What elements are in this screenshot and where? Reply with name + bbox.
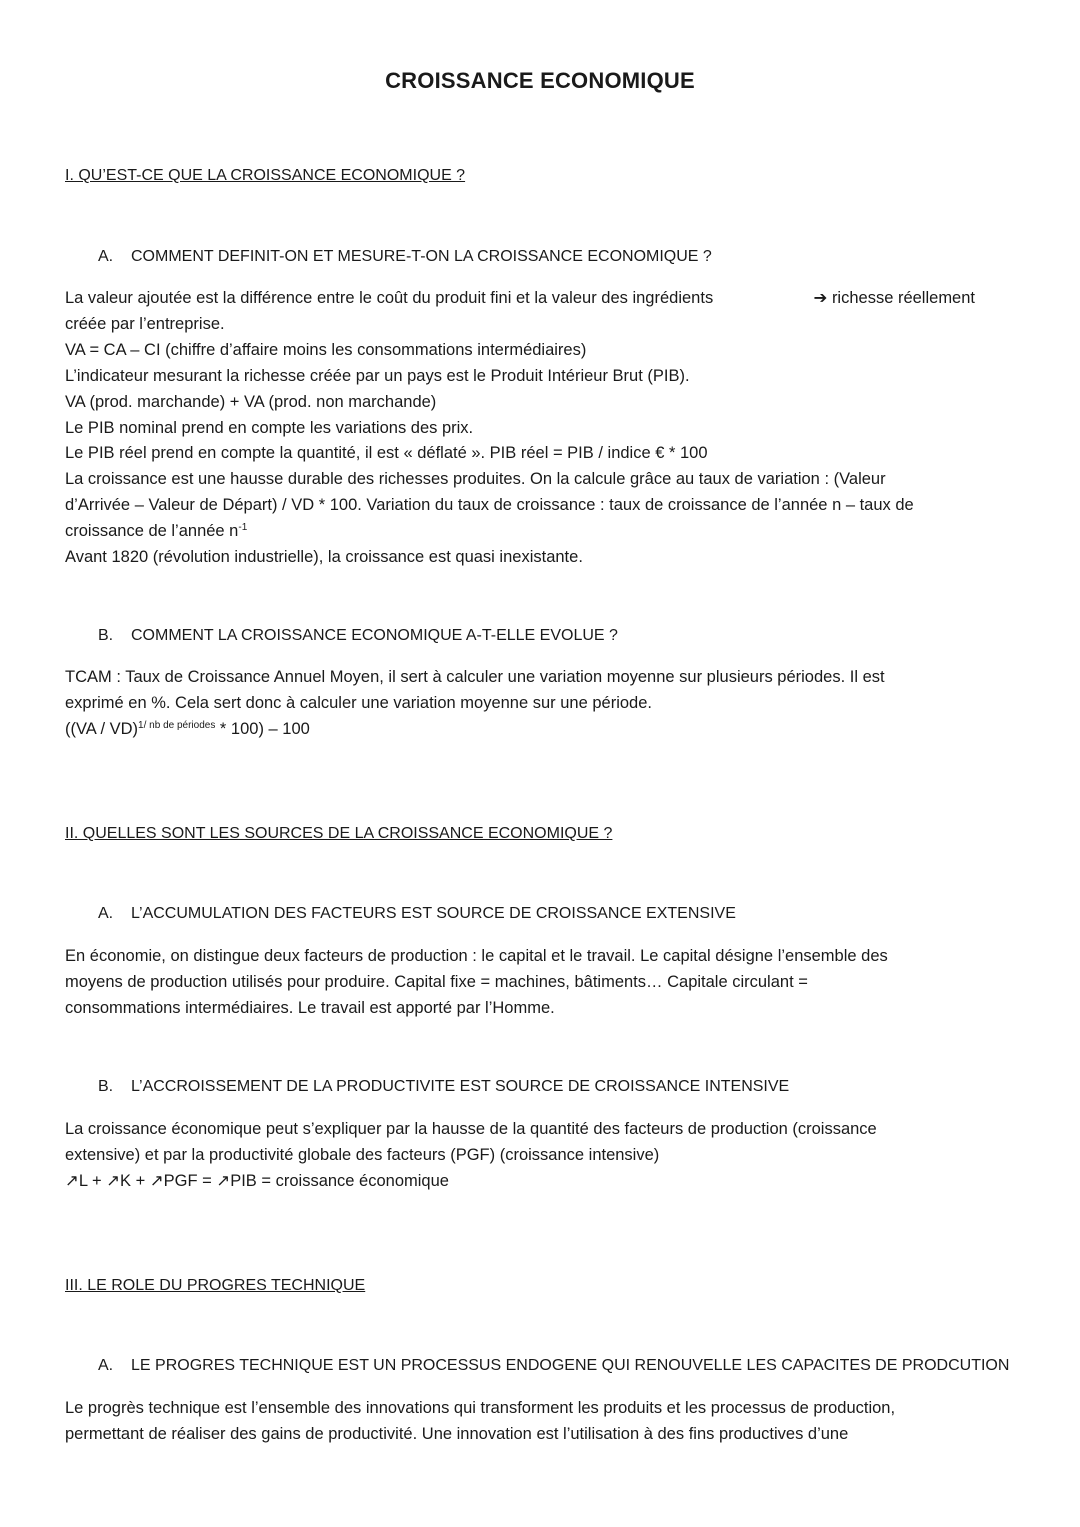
subsection-heading: [98, 905, 736, 923]
text-line: VA (prod. marchande) + VA (prod. non marchande): [65, 392, 437, 411]
subsection-letter: A.: [98, 905, 114, 922]
section-heading: II. QUELLES SONT LES SOURCES DE LA CROISSANCE ECONOMIQUE ?: [65, 825, 613, 842]
paragraph: [65, 665, 1010, 743]
text-line: extensive) et par la productivité globale des facteurs (PGF) (croissance intensive): [65, 1145, 660, 1164]
document-title: CROISSANCE ECONOMIQUE: [385, 68, 695, 93]
superscript: 1/ nb de périodes: [138, 719, 216, 731]
subsection-heading: [98, 248, 712, 266]
text-line: Le progrès technique est l’ensemble des innovations qui transforment les produits et les processus de production,: [65, 1399, 896, 1417]
text-line: La croissance est une hausse durable des richesses produites. On la calcule grâce au taux de variation : (Valeur: [65, 470, 886, 489]
subsection-title: LE PROGRES TECHNIQUE EST UN PROCESSUS ENDOGENE QUI RENOUVELLE LES CAPACITES DE PRODCUTION: [131, 1357, 1010, 1374]
subsection-title: COMMENT DEFINIT-ON ET MESURE-T-ON LA CROISSANCE ECONOMIQUE ?: [131, 248, 712, 265]
text-line: Le PIB nominal prend en compte les variations des prix.: [65, 418, 474, 437]
paragraph: [65, 1396, 1010, 1448]
text-line: L’indicateur mesurant la richesse créée par un pays est le Produit Intérieur Brut (PIB).: [65, 366, 690, 385]
text-line: En économie, on distingue deux facteurs de production : le capital et le travail. Le capital désigne l’ensemble des: [65, 947, 888, 965]
subsection-letter: B.: [98, 1078, 114, 1095]
subsection-letter: A.: [98, 248, 114, 265]
section-heading: I. QU’EST-CE QUE LA CROISSANCE ECONOMIQUE ?: [65, 167, 466, 184]
text-line: moyens de production utilisés pour produire. Capital fixe = machines, bâtiments… Capitale circulant =: [65, 972, 808, 991]
text-line: exprimé en %. Cela sert donc à calculer une variation moyenne sur une période.: [65, 693, 652, 712]
text-fragment: ((VA / VD): [65, 719, 139, 738]
section-heading: III. LE ROLE DU PROGRES TECHNIQUE: [65, 1277, 366, 1294]
text-line: Avant 1820 (révolution industrielle), la croissance est quasi inexistante.: [65, 548, 583, 567]
right-arrow-icon: ➔: [813, 289, 828, 307]
subsection-title: COMMENT LA CROISSANCE ECONOMIQUE A-T-ELLE EVOLUE ?: [131, 627, 618, 644]
arrow-line-end: [814, 286, 975, 312]
text-line: Le PIB réel prend en compte la quantité, il est « déflaté ». PIB réel = PIB / indice € * 100: [65, 444, 708, 463]
text-fragment: * 100) – 100: [215, 719, 310, 738]
subsection-heading: [98, 627, 618, 645]
formula-line: ↗L + ↗K + ↗PGF = ↗PIB = croissance économique: [65, 1171, 449, 1190]
paragraph: [65, 1117, 1010, 1195]
text-line: La croissance économique peut s’expliquer par la hausse de la quantité des facteurs de production (croissance: [65, 1120, 877, 1138]
formula-line: [65, 717, 1010, 743]
text-line: d’Arrivée – Valeur de Départ) / VD * 100. Variation du taux de croissance : taux de croissance de l’année n – taux de: [65, 496, 914, 515]
paragraph: [65, 286, 1010, 571]
paragraph: [65, 944, 1010, 1022]
text-fragment: La valeur ajoutée est la différence entre le coût du produit fini et la valeur des ingrédients: [65, 289, 714, 307]
text-line: [65, 286, 975, 312]
text-line: permettant de réaliser des gains de productivité. Une innovation est l’utilisation à des fins productives d’une: [65, 1424, 849, 1443]
text-line: TCAM : Taux de Croissance Annuel Moyen, il sert à calculer une variation moyenne sur plusieurs périodes. Il est: [65, 668, 885, 686]
text-fragment: croissance de l’année n: [65, 522, 239, 541]
subsection-heading: [98, 1078, 789, 1096]
text-line: créée par l’entreprise.: [65, 314, 225, 333]
text-fragment: richesse réellement: [831, 289, 975, 307]
subsection-title: L’ACCROISSEMENT DE LA PRODUCTIVITE EST SOURCE DE CROISSANCE INTENSIVE: [131, 1078, 790, 1095]
text-line: [65, 519, 1010, 545]
subsection-heading: [98, 1357, 1009, 1375]
subsection-letter: A.: [98, 1357, 114, 1374]
superscript: -1: [238, 522, 248, 534]
subsection-title: L’ACCUMULATION DES FACTEURS EST SOURCE DE CROISSANCE EXTENSIVE: [131, 905, 736, 922]
subsection-letter: B.: [98, 627, 114, 644]
text-line: VA = CA – CI (chiffre d’affaire moins les consommations intermédiaires): [65, 340, 587, 359]
text-line: consommations intermédiaires. Le travail est apporté par l’Homme.: [65, 998, 555, 1017]
